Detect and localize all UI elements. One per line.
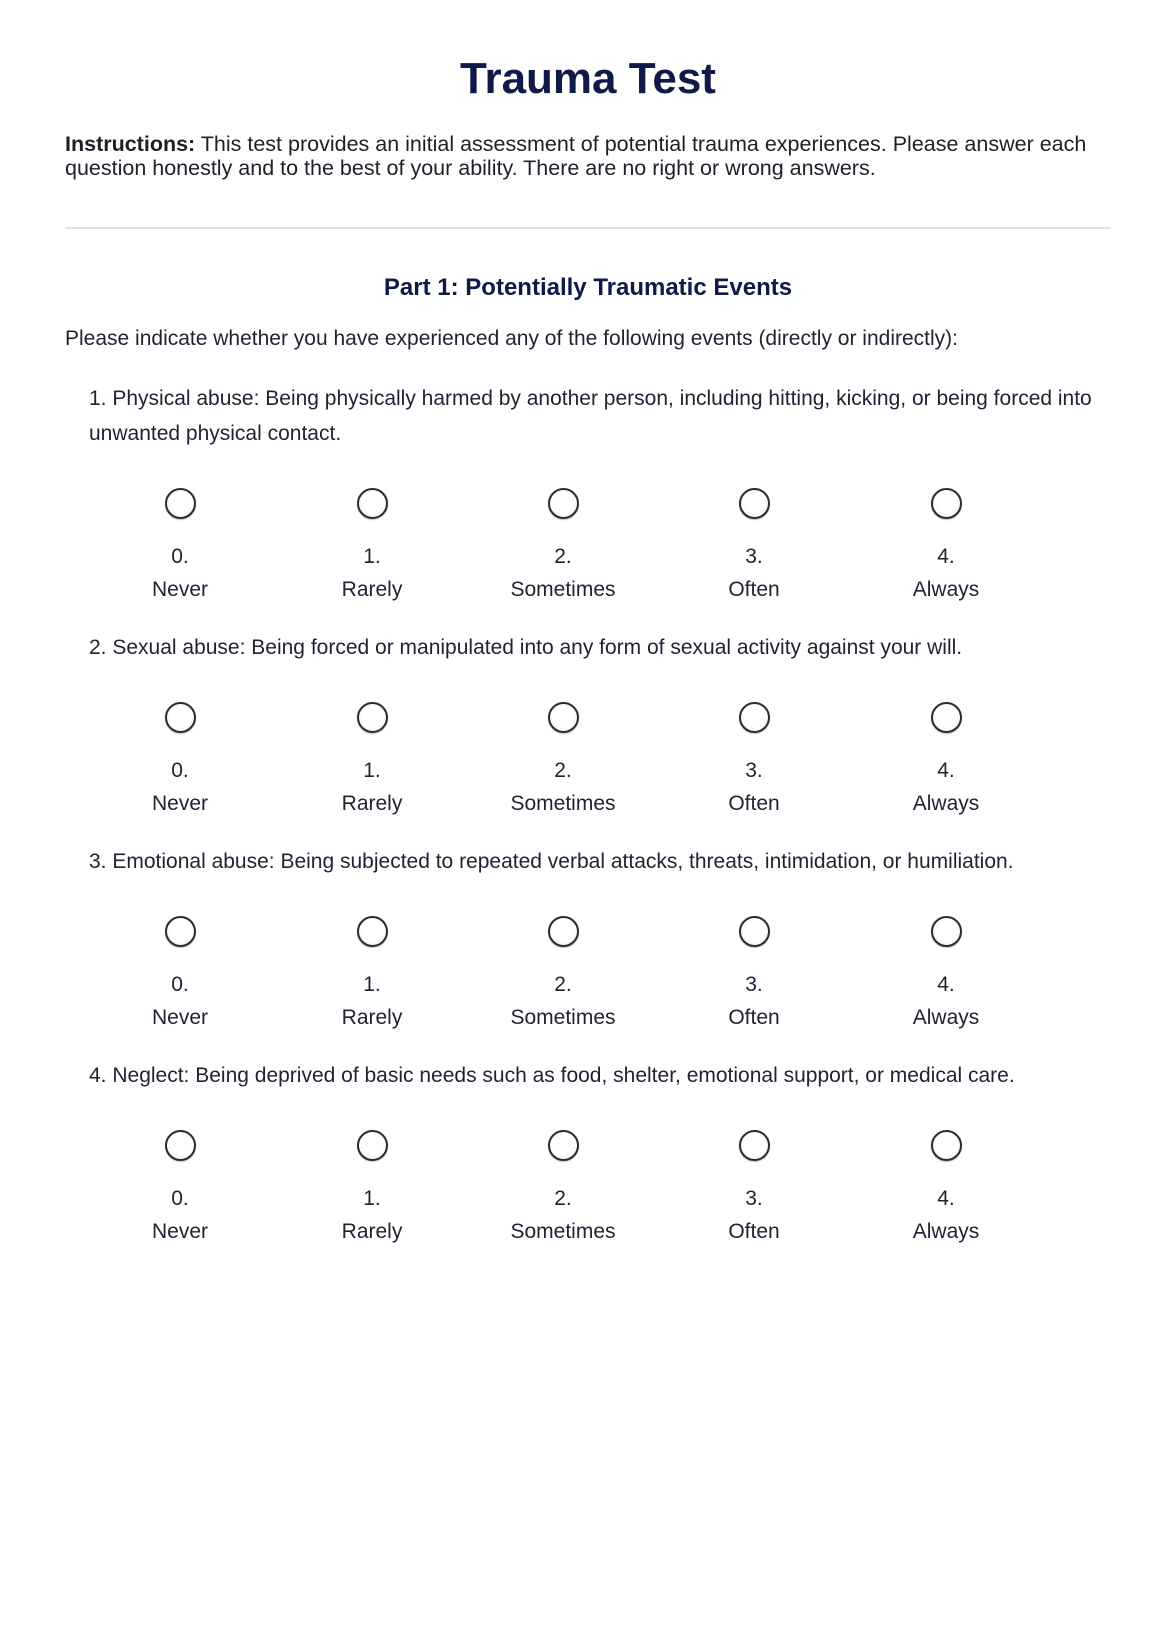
option-number: 4.: [937, 759, 955, 782]
option-always: [856, 1130, 1036, 1246]
option-sometimes: [473, 916, 653, 1032]
radio-button[interactable]: [931, 702, 962, 733]
option-never: [90, 1130, 270, 1246]
option-number: 0.: [171, 545, 189, 568]
radio-button[interactable]: [357, 488, 388, 519]
option-number: 4.: [937, 545, 955, 568]
radio-button[interactable]: [548, 488, 579, 519]
question-text: 4. Neglect: Being deprived of basic needs such as food, shelter, emotional support, or medical care.: [89, 1064, 1015, 1087]
radio-button[interactable]: [931, 488, 962, 519]
radio-button[interactable]: [165, 916, 196, 947]
radio-button[interactable]: [739, 1130, 770, 1161]
option-number: 2.: [554, 1187, 572, 1210]
question-2: [65, 630, 1111, 822]
page-title: Trauma Test: [460, 54, 716, 103]
rating-options: [65, 702, 1111, 822]
option-number: 0.: [171, 973, 189, 996]
option-label: Rarely: [341, 1220, 403, 1243]
radio-button[interactable]: [357, 1130, 388, 1161]
option-label: Never: [151, 1006, 209, 1029]
option-rarely: [282, 1130, 462, 1246]
option-number: 3.: [745, 545, 763, 568]
question-3: [65, 844, 1111, 1036]
question-text: 2. Sexual abuse: Being forced or manipulated into any form of sexual activity against your will.: [89, 636, 963, 659]
radio-button[interactable]: [548, 916, 579, 947]
option-label: Never: [151, 578, 209, 601]
option-number: 3.: [745, 759, 763, 782]
option-number: 4.: [937, 973, 955, 996]
option-label: Rarely: [341, 578, 403, 601]
instructions-lead: Instructions:: [65, 132, 196, 156]
option-often: [664, 702, 844, 818]
radio-button[interactable]: [165, 702, 196, 733]
option-number: 1.: [363, 973, 381, 996]
instructions-text: This test provides an initial assessment of potential trauma experiences. Please answer each question honestly and to the best of your ability. There are no right or wrong answers.: [65, 132, 1087, 180]
option-number: 2.: [554, 545, 572, 568]
option-often: [664, 916, 844, 1032]
rating-options: [65, 916, 1111, 1036]
rating-options: [65, 1130, 1111, 1250]
radio-button[interactable]: [931, 1130, 962, 1161]
option-label: Sometimes: [510, 792, 616, 815]
option-rarely: [282, 916, 462, 1032]
option-number: 1.: [363, 759, 381, 782]
section-divider: [65, 227, 1111, 229]
part-title: Part 1: Potentially Traumatic Events: [383, 274, 793, 301]
option-sometimes: [473, 1130, 653, 1246]
option-number: 1.: [363, 1187, 381, 1210]
option-always: [856, 488, 1036, 604]
option-label: Sometimes: [510, 1220, 616, 1243]
option-label: Rarely: [341, 792, 403, 815]
option-often: [664, 488, 844, 604]
option-label: Sometimes: [510, 1006, 616, 1029]
radio-button[interactable]: [931, 916, 962, 947]
option-label: Often: [728, 792, 780, 815]
option-always: [856, 916, 1036, 1032]
option-label: Always: [912, 1220, 980, 1243]
option-label: Often: [728, 1006, 780, 1029]
option-never: [90, 702, 270, 818]
part-intro: Please indicate whether you have experienced any of the following events (directly or indirectly):: [65, 327, 958, 350]
option-label: Often: [728, 1220, 780, 1243]
option-number: 1.: [363, 545, 381, 568]
option-number: 3.: [745, 1187, 763, 1210]
option-label: Sometimes: [510, 578, 616, 601]
option-label: Often: [728, 578, 780, 601]
option-label: Rarely: [341, 1006, 403, 1029]
instructions: [65, 132, 1111, 180]
option-label: Always: [912, 1006, 980, 1029]
option-number: 2.: [554, 973, 572, 996]
radio-button[interactable]: [357, 916, 388, 947]
question-text: 3. Emotional abuse: Being subjected to repeated verbal attacks, threats, intimidation, or humiliation.: [89, 850, 1014, 873]
option-rarely: [282, 702, 462, 818]
document-page: [65, 0, 1111, 1250]
option-number: 3.: [745, 973, 763, 996]
option-often: [664, 1130, 844, 1246]
option-always: [856, 702, 1036, 818]
option-never: [90, 916, 270, 1032]
radio-button[interactable]: [165, 1130, 196, 1161]
radio-button[interactable]: [165, 488, 196, 519]
option-number: 0.: [171, 759, 189, 782]
question-1: [65, 381, 1111, 608]
option-rarely: [282, 488, 462, 604]
radio-button[interactable]: [739, 702, 770, 733]
radio-button[interactable]: [739, 488, 770, 519]
option-label: Never: [151, 1220, 209, 1243]
radio-button[interactable]: [548, 1130, 579, 1161]
question-4: [65, 1058, 1111, 1250]
option-sometimes: [473, 488, 653, 604]
option-never: [90, 488, 270, 604]
option-sometimes: [473, 702, 653, 818]
option-label: Always: [912, 792, 980, 815]
radio-button[interactable]: [548, 702, 579, 733]
radio-button[interactable]: [357, 702, 388, 733]
option-number: 2.: [554, 759, 572, 782]
radio-button[interactable]: [739, 916, 770, 947]
option-number: 0.: [171, 1187, 189, 1210]
question-text: 1. Physical abuse: Being physically harmed by another person, including hitting, kicking, or being forced into unwanted physical contact.: [89, 387, 1092, 445]
option-label: Always: [912, 578, 980, 601]
rating-options: [65, 488, 1111, 608]
option-label: Never: [151, 792, 209, 815]
option-number: 4.: [937, 1187, 955, 1210]
